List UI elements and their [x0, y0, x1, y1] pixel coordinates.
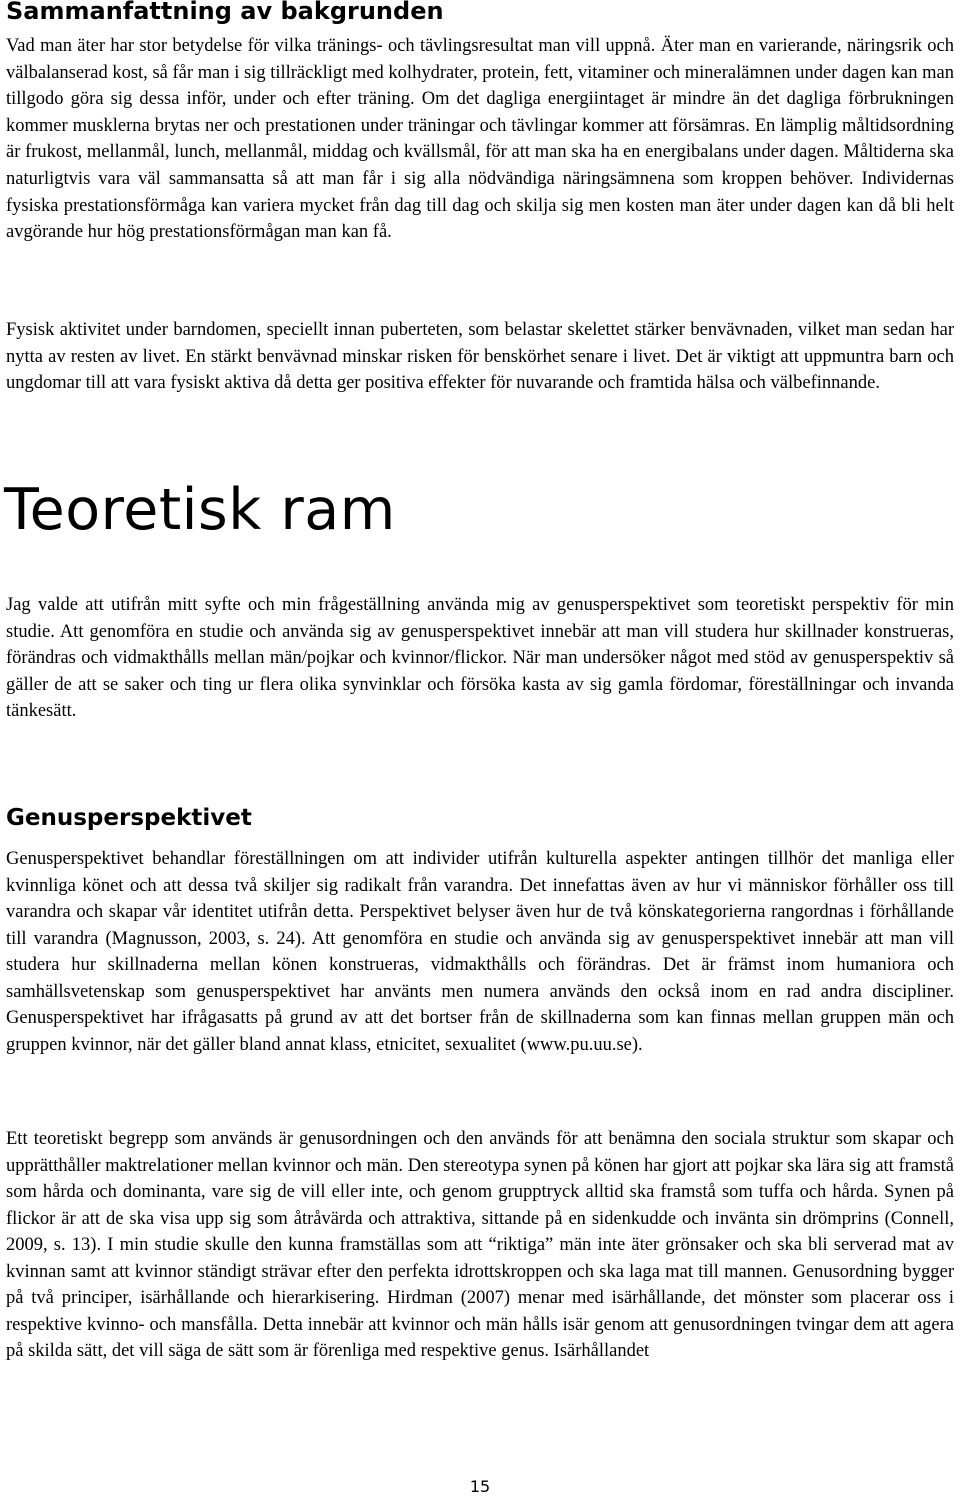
section-heading-teoretisk-ram: Teoretisk ram — [4, 477, 396, 543]
paragraph-teoretisk-ram: Jag valde att utifrån mitt syfte och min frågeställning använda mig av genusperspektivet som teoretiskt perspektiv för min studie. Att genomföra en studie och använda sig av genusperspektivet innebär att man vill studera hur skillnader konstrueras, förändras och vidmakthålls mellan män/pojkar och kvinnor/flickor. När man undersöker något med stöd av genusperspektiv så gäller de att se saker och ting ur flera olika synvinklar och försöka kasta av sig gamla fördomar, föreställningar och invanda tänkesätt. — [6, 595, 954, 722]
paragraph-genusordning: Ett teoretiskt begrepp som används är genusordningen och den används för att benämna den sociala struktur som skapar och upprätthåller maktrelationer mellan kvinnor och män. Den stereotypa synen på könen har gjort att pojkar ska lära sig att framstå som hårda och dominanta, vare sig de vill eller inte, och genom grupptryck alltid ska framstå som tuffa och hårda. Synen på flickor är att de ska visa upp sig som åtråvärda och attraktiva, sittande på en sidenkudde och invänta sin drömprins (Connell, 2009, s. 13). I min studie skulle den kunna framställas som att “riktiga” män inte äter grönsaker och ska bli serverad mat av kvinnan samt att kvinnor ständigt strävar efter den perfekta idrottskroppen och ska laga mat till mannen. Genusordning bygger på två principer, isärhållande och hierarkisering. Hirdman (2007) menar med isärhållande, det mönster som placerar oss i respektive kvinno- och mansfålla. Detta innebär att kvinnor och män hålls isär genom att genusordningen tvingar dem att agera på skilda sätt, det vill säga de sätt som är förenliga med respektive genus. Isärhållandet — [6, 1129, 954, 1361]
paragraph-genusperspektivet: Genusperspektivet behandlar föreställningen om att individer utifrån kulturella aspekter antingen tillhör det manliga eller kvinnliga könet och att dessa två skiljer sig radikalt från varandra. Det innefattas även av hur vi människor förhåller oss till varandra och skapar vår identitet utifrån detta. Perspektivet belyser även hur de två könskategorierna rangordnas i förhållande till varandra (Magnusson, 2003, s. 24). Att genomföra en studie och använda sig av genusperspektivet innebär att man vill studera hur skillnaderna mellan könen konstrueras, vidmakthålls och förändras. Det är främst inom humaniora och samhällsvetenskap som genusperspektivet har använts men numera används den också inom en rad andra discipliner. Genusperspektivet har ifrågasatts på grund av att det bortser från de skillnaderna som kan finnas mellan gruppen män och gruppen kvinnor, när det gäller bland annat klass, etnicitet, sexualitet (www.pu.uu.se). — [6, 849, 954, 1055]
section-heading-genusperspektivet: Genusperspektivet — [6, 805, 252, 831]
page-number: 15 — [469, 1477, 491, 1496]
paragraph-fysisk-aktivitet: Fysisk aktivitet under barndomen, speciellt innan puberteten, som belastar skelettet stärker benvävnaden, vilket man sedan har nytta av resten av livet. En stärkt benvävnad minskar risken för benskörhet senare i livet. Det är viktigt att uppmuntra barn och ungdomar till att vara fysiskt aktiva då detta ger positiva effekter för nuvarande och framtida hälsa och välbefinnande. — [6, 320, 954, 394]
section-heading-sammanfattning: Sammanfattning av bakgrunden — [6, 0, 444, 25]
paragraph-kost: Vad man äter har stor betydelse för vilka tränings- och tävlingsresultat man vill uppnå. Äter man en varierande, näringsrik och välbalanserad kost, så får man i sig tillräckligt med kolhydrater, protein, fett, vitaminer och mineralämnen under dagen kan man tillgodo göra sig dessa inför, under och efter träning. Om det dagliga energiintaget är mindre än det dagliga förbrukningen kommer musklerna brytas ner och prestationen under träningar och tävlingar kommer att försämras. En lämplig måltidsordning är frukost, mellanmål, lunch, mellanmål, middag och kvällsmål, för att man ska ha en energibalans under dagen. Måltiderna ska naturligtvis vara väl sammansatta så att man får i sig alla nödvändiga näringsämnena som kroppen behöver. Individernas fysiska prestationsförmåga kan variera mycket från dag till dag och skilja sig men kosten man äter under dagen kan då bli helt avgörande hur hög prestationsförmågan man kan få. — [6, 36, 954, 243]
